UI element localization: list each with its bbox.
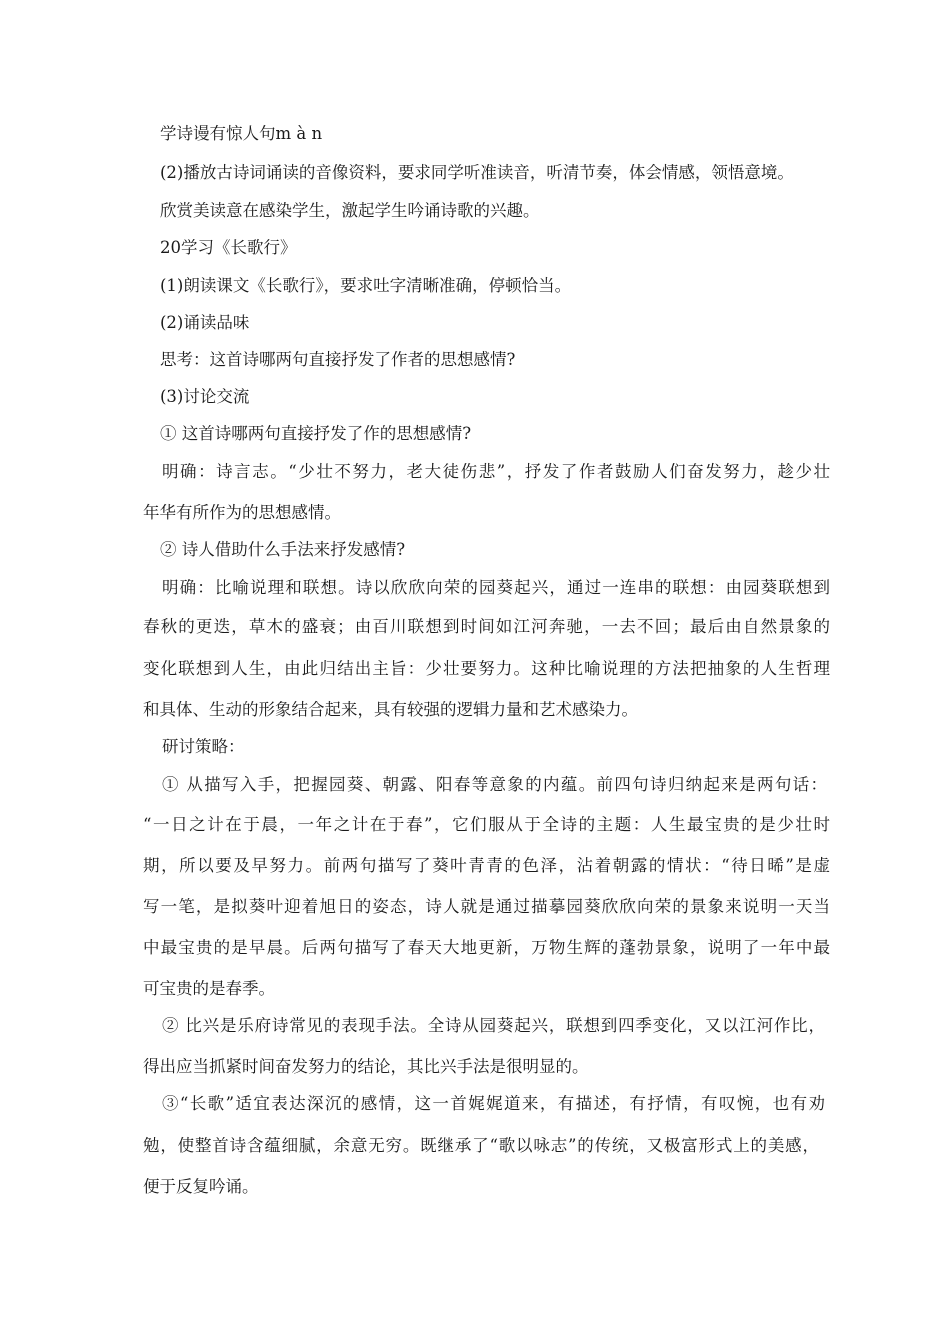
text-line: 勉，使整首诗含蕴细腻，余意无穷。既继承了“歌以咏志”的传统，又极富形式上的美感， [143, 1136, 819, 1155]
text-line: 明确：比喻说理和联想。诗以欣欣向荣的园葵起兴，通过一连串的联想：由园葵联想到 [162, 578, 830, 597]
text-line: (2)诵读品味 [160, 313, 250, 332]
text-line: 中最宝贵的是早晨。后两句描写了春天大地更新，万物生辉的蓬勃景象，说明了一年中最 [143, 938, 830, 957]
text-line: 写一笔，是拟葵叶迎着旭日的姿态，诗人就是通过描摹园葵欣欣向荣的景象来说明一天当 [143, 897, 830, 916]
text-line: ② 诗人借助什么手法来抒发感情? [160, 540, 406, 559]
text-line: 春秋的更迭，草木的盛衰；由百川联想到时间如江河奔驰，一去不回；最后由自然景象的 [143, 617, 830, 636]
text-line: 欣赏美读意在感染学生，激起学生吟诵诗歌的兴趣。 [160, 201, 540, 220]
text-line: (3)讨论交流 [160, 387, 250, 406]
text-line: 学诗谩有惊人句m à n [160, 124, 323, 143]
text-line: 研讨策略： [162, 737, 245, 756]
text-line: ② 比兴是乐府诗常见的表现手法。全诗从园葵起兴，联想到四季变化，又以江河作比， [162, 1016, 825, 1035]
text-line: 期，所以要及早努力。前两句描写了葵叶青青的色泽，沾着朝露的情状：“待日晞”是虚 [143, 856, 830, 875]
text-line: ① 从描写入手，把握园葵、朝露、阳春等意象的内蕴。前四句诗归纳起来是两句话： [162, 775, 827, 794]
text-line: 得出应当抓紧时间奋发努力的结论，其比兴手法是很明显的。 [143, 1057, 589, 1076]
text-line: 便于反复吟诵。 [143, 1177, 259, 1196]
text-line: 变化联想到人生，由此归结出主旨：少壮要努力。这种比喻说理的方法把抽象的人生哲理 [143, 659, 830, 678]
text-line: 和具体、生动的形象结合起来，具有较强的逻辑力量和艺术感染力。 [143, 700, 638, 719]
text-line: 可宝贵的是春季。 [143, 979, 275, 998]
text-line: ③“长歌”适宜表达深沉的感情，这一首娓娓道来，有描述，有抒情，有叹惋，也有劝 [162, 1094, 825, 1113]
text-line: “一日之计在于晨，一年之计在于春”，它们服从于全诗的主题：人生最宝贵的是少壮时 [143, 815, 830, 834]
text-line: 20学习《长歌行》 [160, 238, 297, 257]
text-line: 明确：诗言志。“少壮不努力，老大徒伤悲”，抒发了作者鼓励人们奋发努力，趁少壮 [162, 462, 830, 481]
text-line: ① 这首诗哪两句直接抒发了作的思想感情? [160, 424, 472, 443]
text-line: 年华有所作为的思想感情。 [143, 503, 341, 522]
text-line: (2)播放古诗词诵读的音像资料，要求同学听准读音，听清节奏，体会情感，领悟意境。 [160, 163, 794, 182]
text-line: (1)朗读课文《长歌行》，要求吐字清晰准确，停顿恰当。 [160, 276, 572, 295]
text-line: 思考：这首诗哪两句直接抒发了作者的思想感情? [160, 350, 516, 369]
